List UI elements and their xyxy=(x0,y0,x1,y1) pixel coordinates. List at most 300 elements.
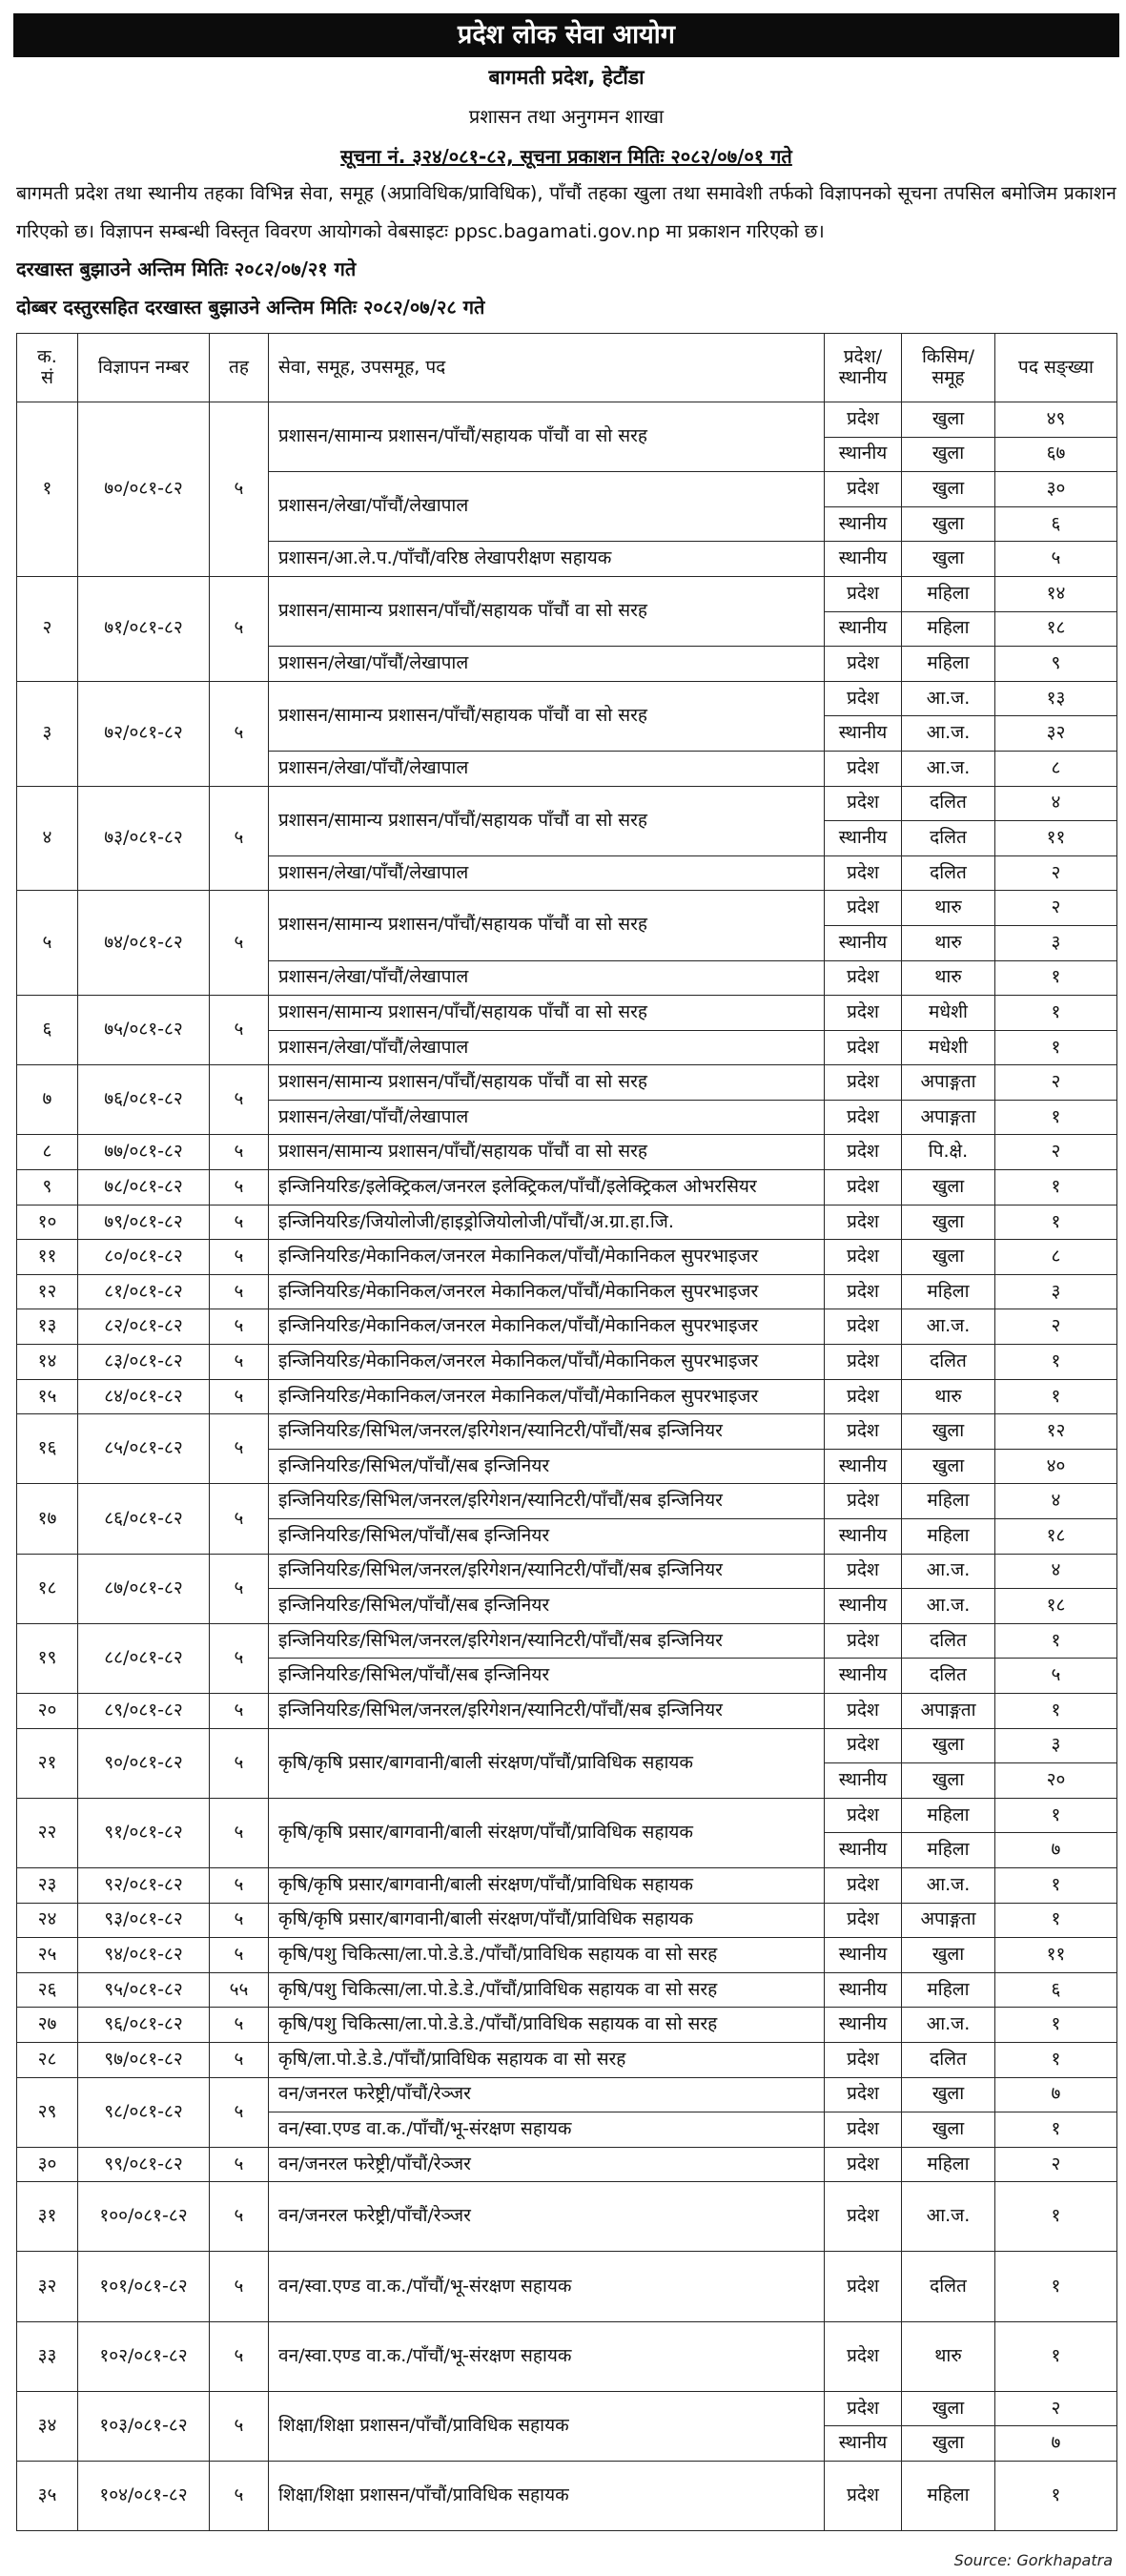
post-count-cell: २ xyxy=(995,891,1117,926)
post-count-cell: ७ xyxy=(995,2426,1117,2462)
group-cell: दलित xyxy=(902,855,995,891)
level-cell: ५ xyxy=(210,786,269,891)
post-title-cell: इन्जिनियरिङ/सिभिल/जनरल/इरिगेशन/स्यानिटरी/पाँचौं/सब इन्जिनियर xyxy=(269,1693,825,1728)
table-row xyxy=(17,2182,1117,2252)
post-title-cell: प्रशासन/लेखा/पाँचौं/लेखापाल xyxy=(269,472,825,542)
province-name: बागमती प्रदेश, हेटौंडा xyxy=(488,66,645,89)
table-row xyxy=(17,2042,1117,2077)
post-count-cell: ३ xyxy=(995,925,1117,960)
group-cell: खुला xyxy=(902,472,995,507)
group-cell: महिला xyxy=(902,1972,995,2008)
scope-cell: प्रदेश xyxy=(825,1414,902,1450)
scope-cell: प्रदेश xyxy=(825,1867,902,1903)
post-count-cell: १ xyxy=(995,1867,1117,1903)
serial-cell: ११ xyxy=(17,1240,78,1275)
serial-cell: ३५ xyxy=(17,2462,78,2531)
level-cell: ५ xyxy=(210,1903,269,1938)
level-cell: ५ xyxy=(210,1240,269,1275)
level-cell: ५ xyxy=(210,1274,269,1309)
scope-cell: प्रदेश xyxy=(825,1240,902,1275)
group-cell: दलित xyxy=(902,1345,995,1380)
ad-number-cell: ७८/०८१-८२ xyxy=(78,1170,210,1206)
post-title-cell: कृषि/पशु चिकित्सा/ला.पो.डे.डे./पाँचौं/प्राविधिक सहायक वा सो सरह xyxy=(269,2008,825,2043)
level-cell: ५ xyxy=(210,1938,269,1973)
ad-number-cell: ८३/०८१-८२ xyxy=(78,1345,210,1380)
scope-cell: प्रदेश xyxy=(825,2462,902,2531)
ad-number-cell: ९४/०८१-८२ xyxy=(78,1938,210,1973)
post-count-cell: १ xyxy=(995,2182,1117,2252)
scope-cell: प्रदेश xyxy=(825,647,902,682)
post-count-cell: १ xyxy=(995,1345,1117,1380)
level-cell: ५ xyxy=(210,1484,269,1554)
scope-cell: प्रदेश xyxy=(825,2391,902,2426)
table-row xyxy=(17,2321,1117,2391)
post-count-cell: ११ xyxy=(995,821,1117,856)
group-cell: थारु xyxy=(902,925,995,960)
group-cell: आ.ज. xyxy=(902,716,995,752)
group-cell: महिला xyxy=(902,647,995,682)
table-row xyxy=(17,1414,1117,1450)
serial-cell: १६ xyxy=(17,1414,78,1484)
group-cell: खुला xyxy=(902,1763,995,1799)
scope-cell: स्थानीय xyxy=(825,437,902,472)
post-count-cell: १ xyxy=(995,1205,1117,1240)
ad-number-cell: ७४/०८१-८२ xyxy=(78,891,210,996)
post-count-cell: १ xyxy=(995,960,1117,996)
level-cell: ५ xyxy=(210,576,269,681)
table-row xyxy=(17,2391,1117,2426)
serial-cell: ७ xyxy=(17,1065,78,1135)
group-cell: महिला xyxy=(902,1519,995,1555)
scope-cell: स्थानीय xyxy=(825,611,902,647)
column-header-post-count: पद सङ्ख्या xyxy=(995,334,1117,402)
column-header-level: तह xyxy=(210,334,269,402)
ad-number-cell: ९८/०८१-८२ xyxy=(78,2077,210,2147)
scope-cell: प्रदेश xyxy=(825,1554,902,1589)
post-count-cell: ७ xyxy=(995,1833,1117,1868)
post-title-cell: शिक्षा/शिक्षा प्रशासन/पाँचौं/प्राविधिक सहायक xyxy=(269,2391,825,2461)
post-count-cell: १ xyxy=(995,1693,1117,1728)
scope-cell: प्रदेश xyxy=(825,1798,902,1833)
level-cell: ५ xyxy=(210,891,269,996)
group-cell: आ.ज. xyxy=(902,2182,995,2252)
serial-cell: ३२ xyxy=(17,2252,78,2321)
scope-cell: प्रदेश xyxy=(825,1274,902,1309)
serial-cell: ३१ xyxy=(17,2182,78,2252)
level-cell: ५ xyxy=(210,1379,269,1414)
table-header-row xyxy=(17,334,1117,402)
group-cell: दलित xyxy=(902,2042,995,2077)
scope-cell: प्रदेश xyxy=(825,2147,902,2182)
application-deadline: दरखास्त बुझाउने अन्तिम मितिः २०८२/०७/२१ गते xyxy=(16,258,357,280)
serial-cell: १८ xyxy=(17,1554,78,1623)
post-count-cell: १८ xyxy=(995,1519,1117,1555)
post-count-cell: १ xyxy=(995,1623,1117,1659)
post-title-cell: इन्जिनियरिङ/मेकानिकल/जनरल मेकानिकल/पाँचौं/मेकानिकल सुपरभाइजर xyxy=(269,1379,825,1414)
group-cell: अपाङ्गता xyxy=(902,1065,995,1101)
table-row xyxy=(17,1240,1117,1275)
ad-number-cell: ९६/०८१-८२ xyxy=(78,2008,210,2043)
serial-cell: १३ xyxy=(17,1309,78,1345)
post-title-cell: प्रशासन/लेखा/पाँचौं/लेखापाल xyxy=(269,1030,825,1065)
ad-number-cell: १०४/०८१-८२ xyxy=(78,2462,210,2531)
ad-number-cell: ७५/०८१-८२ xyxy=(78,996,210,1065)
scope-cell: प्रदेश xyxy=(825,2321,902,2391)
level-cell: ५ xyxy=(210,2182,269,2252)
serial-cell: २५ xyxy=(17,1938,78,1973)
group-cell: खुला xyxy=(902,437,995,472)
scope-cell: प्रदेश xyxy=(825,1693,902,1728)
post-count-cell: ४० xyxy=(995,1449,1117,1484)
serial-cell: १० xyxy=(17,1205,78,1240)
post-count-cell: १ xyxy=(995,1798,1117,1833)
group-cell: खुला xyxy=(902,1170,995,1206)
post-count-cell: १४ xyxy=(995,576,1117,611)
serial-cell: १९ xyxy=(17,1623,78,1693)
level-cell: ५ xyxy=(210,1309,269,1345)
level-cell: ५५ xyxy=(210,1972,269,2008)
post-count-cell: ४९ xyxy=(995,402,1117,438)
post-title-cell: वन/जनरल फरेष्ट्री/पाँचौं/रेञ्जर xyxy=(269,2182,825,2252)
ad-number-cell: ९९/०८१-८२ xyxy=(78,2147,210,2182)
table-row xyxy=(17,1170,1117,1206)
post-title-cell: वन/स्वा.एण्ड वा.क./पाँचौं/भू-संरक्षण सहायक xyxy=(269,2321,825,2391)
notice-number: सूचना नं. ३२४/०८१-८२, सूचना प्रकाशन मितिः २०८२/०७/०१ गते xyxy=(340,145,792,168)
level-cell: ५ xyxy=(210,1170,269,1206)
column-header-serial: क. सं xyxy=(17,334,78,402)
scope-cell: स्थानीय xyxy=(825,1763,902,1799)
group-cell: दलित xyxy=(902,1623,995,1659)
serial-cell: २६ xyxy=(17,1972,78,2008)
serial-cell: ३३ xyxy=(17,2321,78,2391)
scope-cell: स्थानीय xyxy=(825,1589,902,1624)
scope-cell: प्रदेश xyxy=(825,2042,902,2077)
post-title-cell: कृषि/कृषि प्रसार/बागवानी/बाली संरक्षण/पाँचौं/प्राविधिक सहायक xyxy=(269,1867,825,1903)
scope-cell: प्रदेश xyxy=(825,996,902,1031)
post-title-cell: कृषि/कृषि प्रसार/बागवानी/बाली संरक्षण/पाँचौं/प्राविधिक सहायक xyxy=(269,1903,825,1938)
group-cell: खुला xyxy=(902,2112,995,2148)
group-cell: खुला xyxy=(902,1938,995,1973)
ad-number-cell: ८०/०८१-८२ xyxy=(78,1240,210,1275)
serial-cell: २१ xyxy=(17,1728,78,1798)
post-count-cell: २ xyxy=(995,855,1117,891)
scope-cell: स्थानीय xyxy=(825,2426,902,2462)
post-count-cell: ३ xyxy=(995,1728,1117,1763)
scope-cell: प्रदेश xyxy=(825,1030,902,1065)
post-count-cell: ६ xyxy=(995,506,1117,542)
table-row xyxy=(17,1623,1117,1659)
table-row xyxy=(17,996,1117,1031)
group-cell: थारु xyxy=(902,1379,995,1414)
table-body xyxy=(17,402,1117,2531)
post-count-cell: ५ xyxy=(995,1659,1117,1694)
ad-number-cell: ९१/०८१-८२ xyxy=(78,1798,210,1867)
table-row xyxy=(17,891,1117,926)
post-count-cell: ८ xyxy=(995,1240,1117,1275)
serial-cell: ३४ xyxy=(17,2391,78,2461)
ad-number-cell: १०३/०८१-८२ xyxy=(78,2391,210,2461)
post-count-cell: १ xyxy=(995,2042,1117,2077)
scope-cell: स्थानीय xyxy=(825,1519,902,1555)
table-row xyxy=(17,1867,1117,1903)
level-cell: ५ xyxy=(210,2147,269,2182)
group-cell: मधेशी xyxy=(902,996,995,1031)
group-cell: महिला xyxy=(902,1833,995,1868)
commission-title: प्रदेश लोक सेवा आयोग xyxy=(13,13,1119,57)
group-cell: खुला xyxy=(902,1414,995,1450)
post-title-cell: इन्जिनियरिङ/मेकानिकल/जनरल मेकानिकल/पाँचौं/मेकानिकल सुपरभाइजर xyxy=(269,1274,825,1309)
group-cell: थारु xyxy=(902,891,995,926)
post-title-cell: वन/जनरल फरेष्ट्री/पाँचौं/रेञ्जर xyxy=(269,2077,825,2112)
scope-cell: प्रदेश xyxy=(825,891,902,926)
level-cell: ५ xyxy=(210,681,269,786)
group-cell: आ.ज. xyxy=(902,1554,995,1589)
scope-cell: प्रदेश xyxy=(825,1205,902,1240)
table-row xyxy=(17,1065,1117,1101)
serial-cell: २३ xyxy=(17,1867,78,1903)
serial-cell: ४ xyxy=(17,786,78,891)
serial-cell: १७ xyxy=(17,1484,78,1554)
scope-cell: स्थानीय xyxy=(825,1972,902,2008)
scope-cell: प्रदेश xyxy=(825,1135,902,1170)
level-cell: ५ xyxy=(210,1728,269,1798)
post-count-cell: ४ xyxy=(995,786,1117,821)
ad-number-cell: ७०/०८१-८२ xyxy=(78,402,210,577)
post-title-cell: इन्जिनियरिङ/जियोलोजी/हाइड्रोजियोलोजी/पाँचौं/अ.ग्रा.हा.जि. xyxy=(269,1205,825,1240)
serial-cell: १ xyxy=(17,402,78,577)
table-row xyxy=(17,576,1117,611)
advertisement-table xyxy=(16,333,1117,2531)
group-cell: दलित xyxy=(902,2252,995,2321)
group-cell: आ.ज. xyxy=(902,2008,995,2043)
serial-cell: २४ xyxy=(17,1903,78,1938)
serial-cell: १५ xyxy=(17,1379,78,1414)
source-credit: Source: Gorkhapatra xyxy=(953,2551,1113,2569)
post-title-cell: प्रशासन/सामान्य प्रशासन/पाँचौं/सहायक पाँचौं वा सो सरह xyxy=(269,576,825,646)
scope-cell: स्थानीय xyxy=(825,1449,902,1484)
group-cell: पि.क्षे. xyxy=(902,1135,995,1170)
post-count-cell: ४ xyxy=(995,1554,1117,1589)
post-title-cell: इन्जिनियरिङ/सिभिल/जनरल/इरिगेशन/स्यानिटरी/पाँचौं/सब इन्जिनियर xyxy=(269,1484,825,1519)
post-title-cell: प्रशासन/आ.ले.प./पाँचौं/वरिष्ठ लेखापरीक्षण सहायक xyxy=(269,542,825,577)
scope-cell: प्रदेश xyxy=(825,2077,902,2112)
scope-cell: प्रदेश xyxy=(825,1170,902,1206)
group-cell: खुला xyxy=(902,2426,995,2462)
serial-cell: २२ xyxy=(17,1798,78,1867)
level-cell: ५ xyxy=(210,1345,269,1380)
post-count-cell: २० xyxy=(995,1763,1117,1799)
serial-cell: २ xyxy=(17,576,78,681)
post-title-cell: प्रशासन/लेखा/पाँचौं/लेखापाल xyxy=(269,751,825,786)
serial-cell: २९ xyxy=(17,2077,78,2147)
group-cell: थारु xyxy=(902,2321,995,2391)
group-cell: दलित xyxy=(902,1659,995,1694)
post-title-cell: प्रशासन/सामान्य प्रशासन/पाँचौं/सहायक पाँचौं वा सो सरह xyxy=(269,996,825,1031)
table-row xyxy=(17,2462,1117,2531)
serial-cell: ३ xyxy=(17,681,78,786)
scope-cell: प्रदेश xyxy=(825,1345,902,1380)
group-cell: अपाङ्गता xyxy=(902,1100,995,1135)
scope-cell: प्रदेश xyxy=(825,1309,902,1345)
ad-number-cell: ८५/०८१-८२ xyxy=(78,1414,210,1484)
level-cell: ५ xyxy=(210,2321,269,2391)
ad-number-cell: ७१/०८१-८२ xyxy=(78,576,210,681)
post-title-cell: इन्जिनियरिङ/इलेक्ट्रिकल/जनरल इलेक्ट्रिकल/पाँचौं/इलेक्ट्रिकल ओभरसियर xyxy=(269,1170,825,1206)
ad-number-cell: ८४/०८१-८२ xyxy=(78,1379,210,1414)
post-count-cell: २ xyxy=(995,2391,1117,2426)
scope-cell: स्थानीय xyxy=(825,542,902,577)
group-cell: आ.ज. xyxy=(902,1867,995,1903)
ad-number-cell: १००/०८१-८२ xyxy=(78,2182,210,2252)
ad-number-cell: ८८/०८१-८२ xyxy=(78,1623,210,1693)
post-title-cell: कृषि/ला.पो.डे.डे./पाँचौं/प्राविधिक सहायक वा सो सरह xyxy=(269,2042,825,2077)
post-count-cell: ८ xyxy=(995,751,1117,786)
post-title-cell: इन्जिनियरिङ/मेकानिकल/जनरल मेकानिकल/पाँचौं/मेकानिकल सुपरभाइजर xyxy=(269,1345,825,1380)
post-title-cell: प्रशासन/लेखा/पाँचौं/लेखापाल xyxy=(269,1100,825,1135)
group-cell: अपाङ्गता xyxy=(902,1903,995,1938)
table-row xyxy=(17,1205,1117,1240)
post-title-cell: वन/जनरल फरेष्ट्री/पाँचौं/रेञ्जर xyxy=(269,2147,825,2182)
post-count-cell: ५ xyxy=(995,542,1117,577)
table-row xyxy=(17,786,1117,821)
post-count-cell: १ xyxy=(995,2112,1117,2148)
scope-cell: प्रदेश xyxy=(825,1065,902,1101)
level-cell: ५ xyxy=(210,402,269,577)
ad-number-cell: ९५/०८१-८२ xyxy=(78,1972,210,2008)
group-cell: खुला xyxy=(902,1205,995,1240)
post-title-cell: प्रशासन/सामान्य प्रशासन/पाँचौं/सहायक पाँचौं वा सो सरह xyxy=(269,402,825,472)
scope-cell: स्थानीय xyxy=(825,925,902,960)
post-count-cell: ७ xyxy=(995,2077,1117,2112)
level-cell: ५ xyxy=(210,1867,269,1903)
level-cell: ५ xyxy=(210,1554,269,1623)
post-count-cell: ४ xyxy=(995,1484,1117,1519)
serial-cell: २८ xyxy=(17,2042,78,2077)
ad-number-cell: ९२/०८१-८२ xyxy=(78,1867,210,1903)
table-row xyxy=(17,681,1117,716)
group-cell: अपाङ्गता xyxy=(902,1693,995,1728)
level-cell: ५ xyxy=(210,1414,269,1484)
table-row xyxy=(17,1972,1117,2008)
level-cell: ५ xyxy=(210,1693,269,1728)
post-title-cell: प्रशासन/सामान्य प्रशासन/पाँचौं/सहायक पाँचौं वा सो सरह xyxy=(269,786,825,855)
ad-number-cell: ७९/०८१-८२ xyxy=(78,1205,210,1240)
post-count-cell: १ xyxy=(995,1170,1117,1206)
group-cell: महिला xyxy=(902,576,995,611)
group-cell: आ.ज. xyxy=(902,1589,995,1624)
post-count-cell: १ xyxy=(995,2008,1117,2043)
post-count-cell: ११ xyxy=(995,1938,1117,1973)
table-row xyxy=(17,1938,1117,1973)
group-cell: आ.ज. xyxy=(902,1309,995,1345)
post-count-cell: १ xyxy=(995,2252,1117,2321)
table-row xyxy=(17,1484,1117,1519)
group-cell: खुला xyxy=(902,542,995,577)
post-title-cell: प्रशासन/लेखा/पाँचौं/लेखापाल xyxy=(269,960,825,996)
post-title-cell: प्रशासन/सामान्य प्रशासन/पाँचौं/सहायक पाँचौं वा सो सरह xyxy=(269,1065,825,1101)
level-cell: ५ xyxy=(210,1135,269,1170)
post-title-cell: वन/स्वा.एण्ड वा.क./पाँचौं/भू-संरक्षण सहायक xyxy=(269,2112,825,2148)
post-count-cell: १ xyxy=(995,2462,1117,2531)
scope-cell: प्रदेश xyxy=(825,2252,902,2321)
group-cell: थारु xyxy=(902,960,995,996)
post-count-cell: २ xyxy=(995,1065,1117,1101)
serial-cell: ९ xyxy=(17,1170,78,1206)
double-fee-deadline: दोब्बर दस्तुरसहित दरखास्त बुझाउने अन्तिम मितिः २०८२/०७/२८ गते xyxy=(16,296,485,319)
post-title-cell: प्रशासन/लेखा/पाँचौं/लेखापाल xyxy=(269,855,825,891)
post-title-cell: प्रशासन/लेखा/पाँचौं/लेखापाल xyxy=(269,647,825,682)
post-title-cell: इन्जिनियरिङ/सिभिल/पाँचौं/सब इन्जिनियर xyxy=(269,1589,825,1624)
table-row xyxy=(17,2077,1117,2112)
ad-number-cell: ९०/०८१-८२ xyxy=(78,1728,210,1798)
post-title-cell: इन्जिनियरिङ/सिभिल/जनरल/इरिगेशन/स्यानिटरी/पाँचौं/सब इन्जिनियर xyxy=(269,1623,825,1659)
group-cell: महिला xyxy=(902,1798,995,1833)
post-count-cell: १२ xyxy=(995,1414,1117,1450)
group-cell: आ.ज. xyxy=(902,751,995,786)
scope-cell: स्थानीय xyxy=(825,1938,902,1973)
group-cell: खुला xyxy=(902,1728,995,1763)
ad-number-cell: ८१/०८१-८२ xyxy=(78,1274,210,1309)
ad-number-cell: ७७/०८१-८२ xyxy=(78,1135,210,1170)
post-count-cell: ६७ xyxy=(995,437,1117,472)
scope-cell: प्रदेश xyxy=(825,1379,902,1414)
notice-heading xyxy=(16,138,1116,175)
table-row xyxy=(17,2252,1117,2321)
table-row xyxy=(17,402,1117,438)
ad-number-cell: ८२/०८१-८२ xyxy=(78,1309,210,1345)
post-count-cell: ३० xyxy=(995,472,1117,507)
serial-cell: २७ xyxy=(17,2008,78,2043)
level-cell: ५ xyxy=(210,1623,269,1693)
scope-cell: प्रदेश xyxy=(825,1728,902,1763)
scope-cell: प्रदेश xyxy=(825,960,902,996)
post-title-cell: इन्जिनियरिङ/सिभिल/पाँचौं/सब इन्जिनियर xyxy=(269,1659,825,1694)
level-cell: ५ xyxy=(210,1065,269,1135)
level-cell: ५ xyxy=(210,2462,269,2531)
level-cell: ५ xyxy=(210,1798,269,1867)
ad-number-cell: ७२/०८१-८२ xyxy=(78,681,210,786)
ad-number-cell: ८७/०८१-८२ xyxy=(78,1554,210,1623)
serial-cell: ६ xyxy=(17,996,78,1065)
scope-cell: प्रदेश xyxy=(825,855,902,891)
scope-cell: प्रदेश xyxy=(825,1903,902,1938)
group-cell: महिला xyxy=(902,2147,995,2182)
level-cell: ५ xyxy=(210,2008,269,2043)
scope-cell: स्थानीय xyxy=(825,506,902,542)
scope-cell: स्थानीय xyxy=(825,821,902,856)
post-title-cell: कृषि/कृषि प्रसार/बागवानी/बाली संरक्षण/पाँचौं/प्राविधिक सहायक xyxy=(269,1728,825,1798)
post-title-cell: इन्जिनियरिङ/सिभिल/पाँचौं/सब इन्जिनियर xyxy=(269,1519,825,1555)
post-title-cell: इन्जिनियरिङ/सिभिल/पाँचौं/सब इन्जिनियर xyxy=(269,1449,825,1484)
post-count-cell: २ xyxy=(995,1309,1117,1345)
post-title-cell: वन/स्वा.एण्ड वा.क./पाँचौं/भू-संरक्षण सहायक xyxy=(269,2252,825,2321)
group-cell: महिला xyxy=(902,1274,995,1309)
branch-name: प्रशासन तथा अनुगमन शाखा xyxy=(468,105,665,128)
ad-number-cell: ७३/०८१-८२ xyxy=(78,786,210,891)
group-cell: खुला xyxy=(902,506,995,542)
scope-cell: प्रदेश xyxy=(825,402,902,438)
post-title-cell: प्रशासन/सामान्य प्रशासन/पाँचौं/सहायक पाँचौं वा सो सरह xyxy=(269,1135,825,1170)
serial-cell: २० xyxy=(17,1693,78,1728)
group-cell: दलित xyxy=(902,786,995,821)
table-row xyxy=(17,1274,1117,1309)
column-header-service: सेवा, समूह, उपसमूह, पद xyxy=(269,334,825,402)
table-row xyxy=(17,2008,1117,2043)
post-count-cell: १ xyxy=(995,996,1117,1031)
column-header-ad-number: विज्ञापन नम्बर xyxy=(78,334,210,402)
level-cell: ५ xyxy=(210,1205,269,1240)
post-title-cell: इन्जिनियरिङ/मेकानिकल/जनरल मेकानिकल/पाँचौं/मेकानिकल सुपरभाइजर xyxy=(269,1240,825,1275)
